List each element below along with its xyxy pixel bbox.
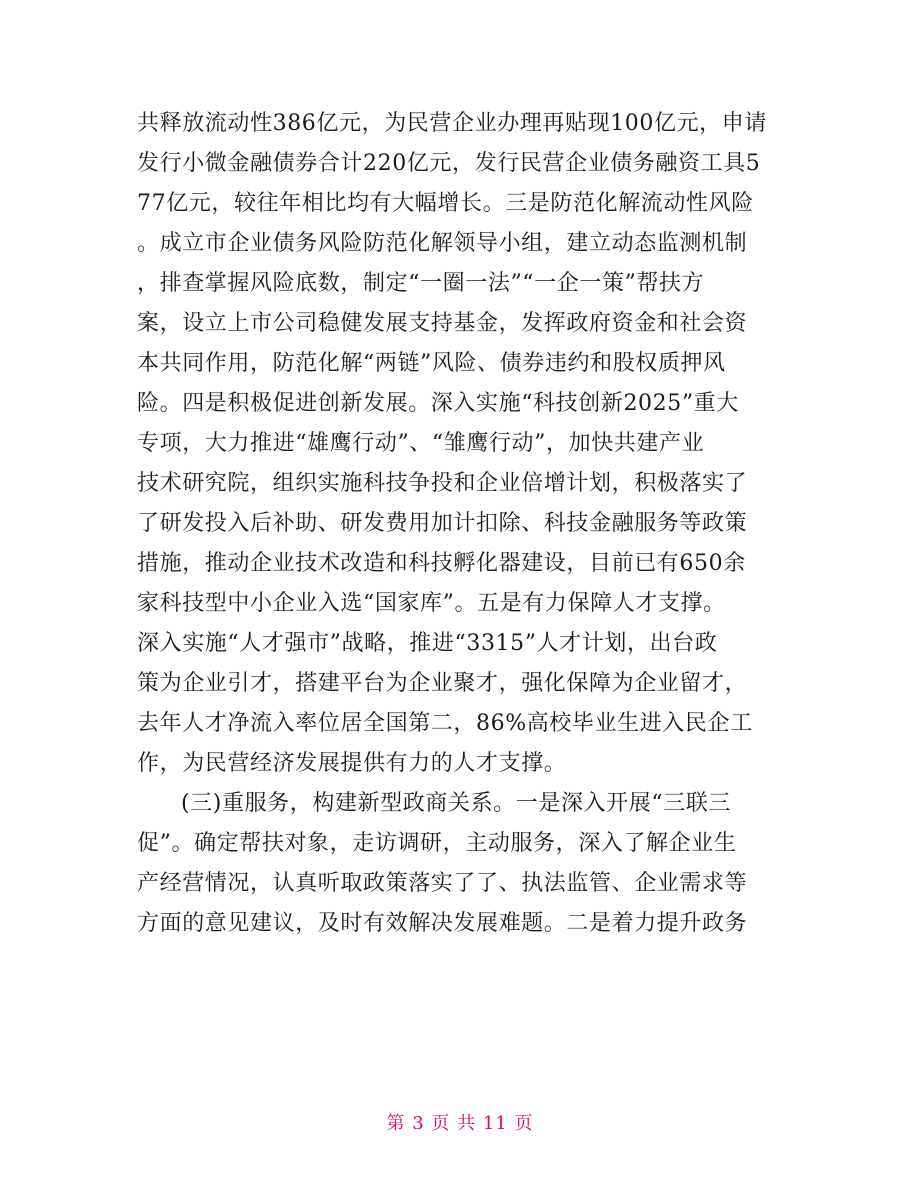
text-line: ，排查掌握风险底数，制定“一圈一法”“一企一策”帮扶方 <box>137 271 705 296</box>
text-line: 共释放流动性386亿元，为民营企业办理再贴现100亿元，申请 <box>137 111 767 136</box>
text-line: 深入实施“人才强市”战略，推进“3315”人才计划，出台政 <box>137 631 718 656</box>
text-line: 77亿元，较往年相比均有大幅增长。三是防范化解流动性风险 <box>137 191 754 216</box>
text-line: 方面的意见建议，及时有效解决发展难题。二是着力提升政务 <box>137 911 748 936</box>
text-line: 产经营情况，认真听取政策落实了了、执法监管、企业需求等 <box>137 871 748 896</box>
text-line: 家科技型中小企业入选“国家库”。五是有力保障人才支撑。 <box>137 591 726 616</box>
text-line: 专项，大力推进“雄鹰行动”、“雏鹰行动”，加快共建产业 <box>137 431 705 456</box>
text-line: 作，为民营经济发展提供有力的人才支撑。 <box>137 751 567 776</box>
text-line: 了研发投入后补助、研发费用加计扣除、科技金融服务等政策 <box>137 511 748 536</box>
paragraph-first-line: (三)重服务，构建新型政商关系。一是深入开展“三联三 <box>181 791 732 816</box>
text-line: 险。四是积极促进创新发展。深入实施“科技创新2025”重大 <box>137 391 739 416</box>
text-line: 。成立市企业债务风险防范化解领导小组，建立动态监测机制 <box>137 231 748 256</box>
text-line: 案，设立上市公司稳健发展支持基金，发挥政府资金和社会资 <box>137 311 748 336</box>
text-line: 去年人才净流入率位居全国第二，86%高校毕业生进入民企工 <box>137 711 753 736</box>
text-line: 措施，推动企业技术改造和科技孵化器建设，目前已有650余 <box>137 551 746 576</box>
page-number-footer: 第 3 页 共 11 页 <box>386 1113 534 1134</box>
text-line: 发行小微金融债券合计220亿元，发行民营企业债务融资工具5 <box>137 151 761 176</box>
text-line: 策为企业引才，搭建平台为企业聚才，强化保障为企业留才， <box>137 671 748 696</box>
text-line: 促”。确定帮扶对象，走访调研，主动服务，深入了解企业生 <box>137 831 737 856</box>
text-line: 技术研究院，组织实施科技争投和企业倍增计划，积极落实了 <box>137 471 748 496</box>
text-line: 本共同作用，防范化解“两链”风险、债券违约和股权质押风 <box>137 351 726 376</box>
